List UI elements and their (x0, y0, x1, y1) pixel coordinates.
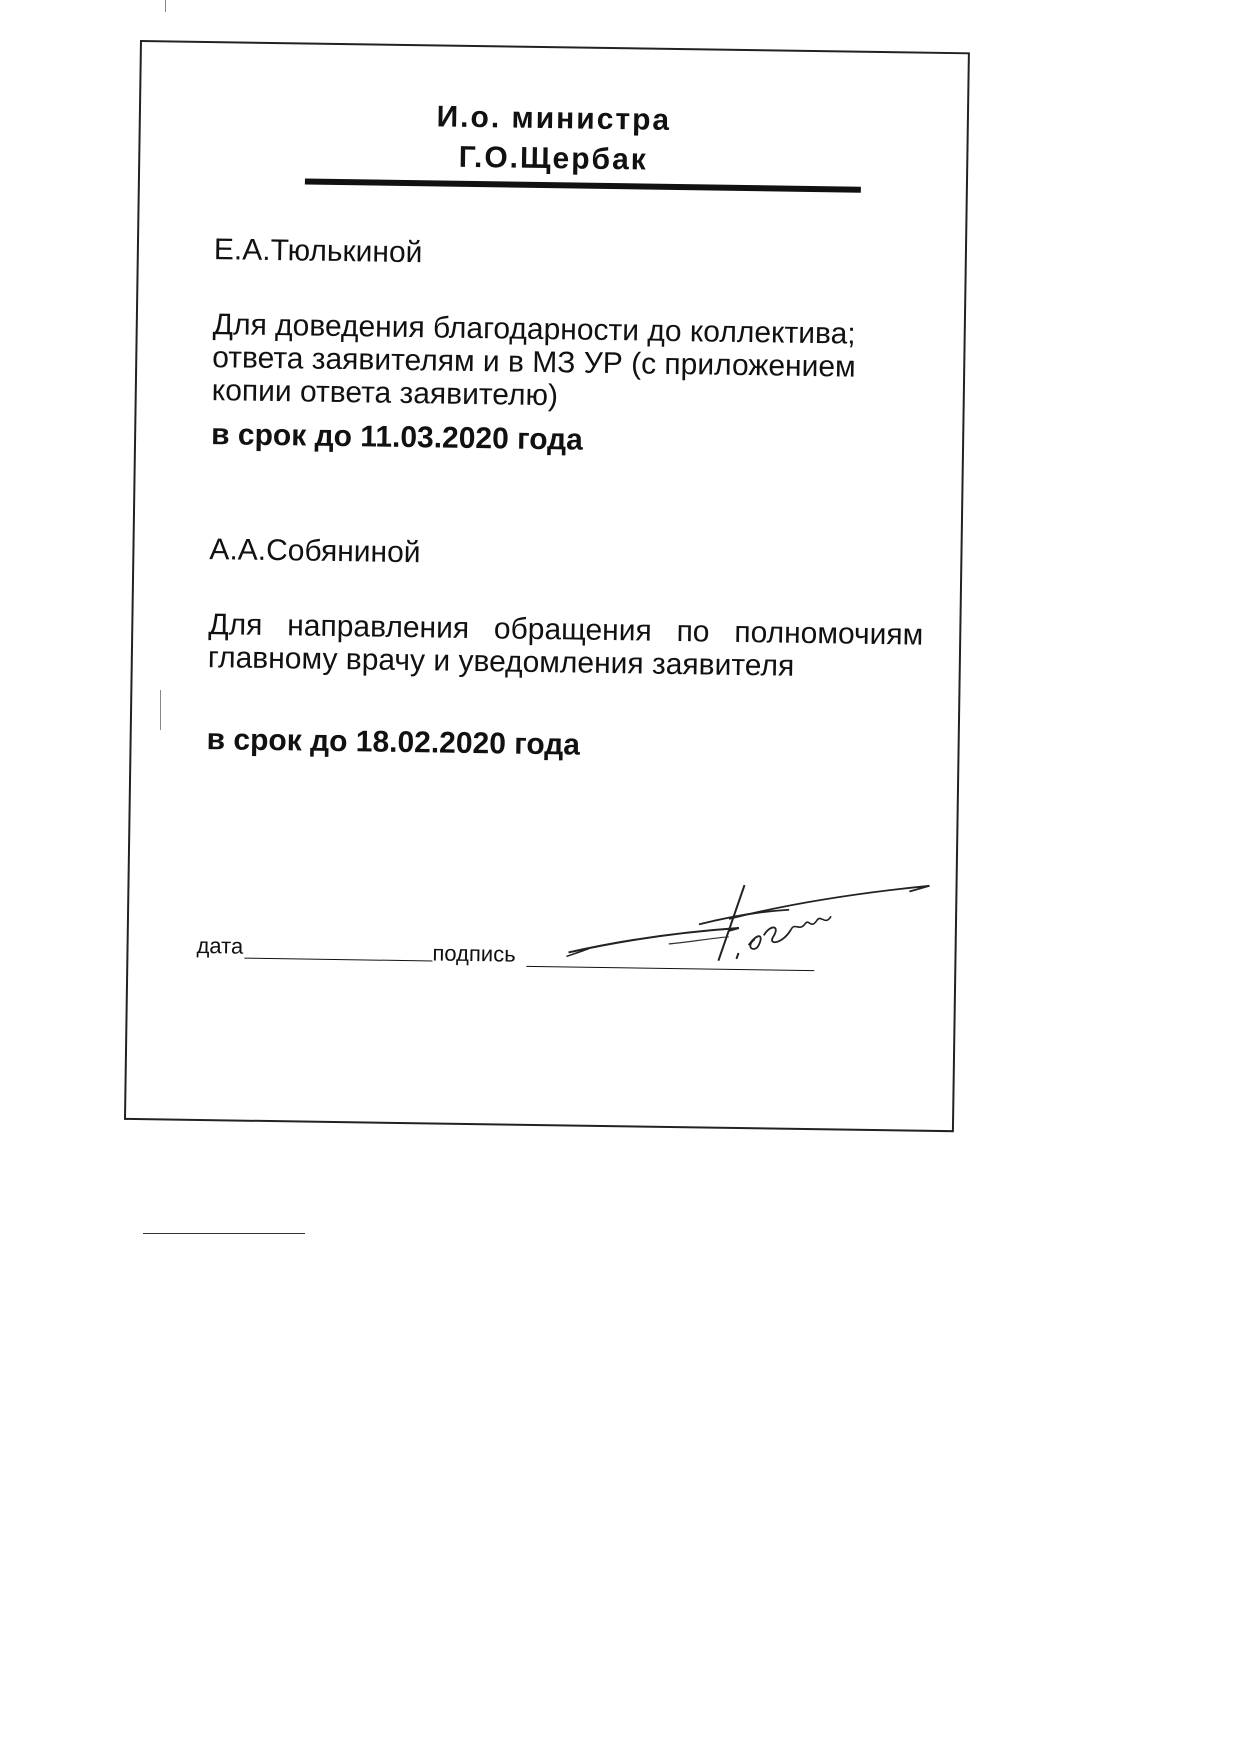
task-2: Для направления обращения по полномочиям главному врачу и уведомления заявителя (207, 608, 924, 683)
resolution-frame (124, 40, 970, 1132)
deadline-2: в срок до 18.02.2020 года (206, 723, 581, 762)
recipient-1: Е.А.Тюлькиной (213, 233, 423, 270)
date-line (244, 958, 432, 962)
scan-edge-mark (165, 0, 166, 12)
task-1: Для доведения благодарности до коллектива; ответа заявителям и в МЗ УР (с приложением копии ответа заявителю) (211, 308, 856, 413)
stray-scan-line (143, 1233, 305, 1234)
header-title: И.о. министра (436, 100, 672, 137)
recipient-2: А.А.Собяниной (209, 533, 421, 570)
deadline-1: в срок до 11.03.2020 года (210, 418, 584, 457)
date-label: дата (196, 932, 244, 959)
signature-line (526, 966, 814, 971)
signature-label: подпись (432, 940, 516, 967)
header-signatory: Г.О.Щербак (458, 140, 649, 177)
